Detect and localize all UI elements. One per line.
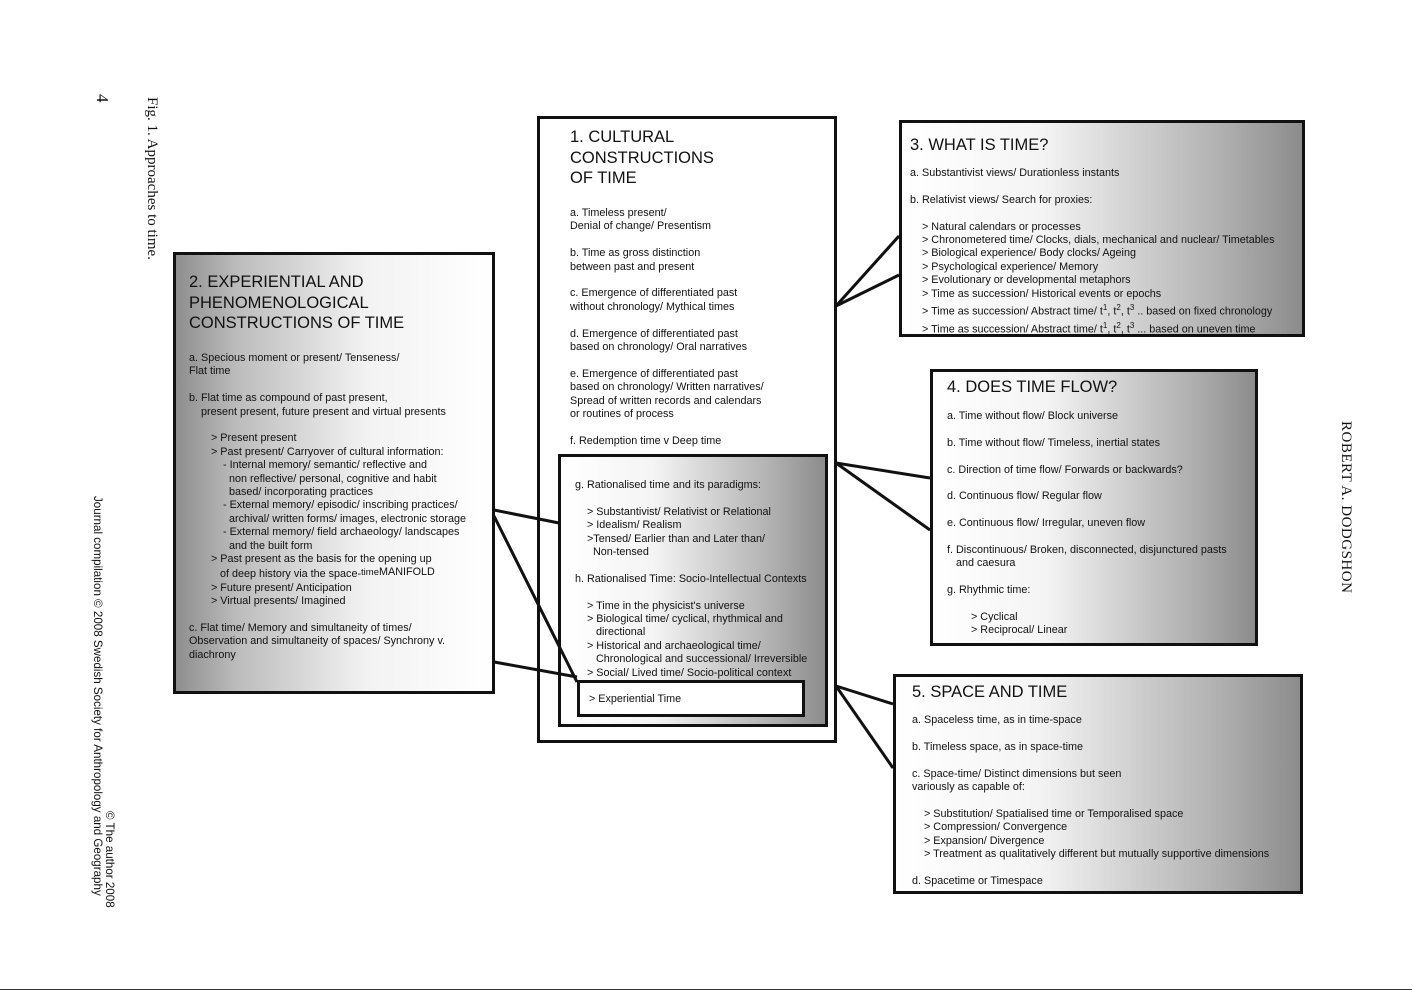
manifold-word: MANIFOLD bbox=[379, 566, 435, 579]
box1-title: 1. CULTURAL CONSTRUCTIONS OF TIME bbox=[570, 128, 714, 187]
experiential-time-label: > Experiential Time bbox=[589, 693, 682, 705]
box1-item-e: e. Emergence of differentiated past based on chronology/ Written narratives/ Spread of written records and calendars or routines of process bbox=[570, 367, 764, 421]
running-head: ROBERT A. DODGSHON bbox=[1338, 421, 1354, 594]
connector-box1-box5-bottom bbox=[836, 686, 893, 768]
item-g-list: > Substantivist/ Relativist or Relational > Idealism/ Realism >Tensed/ Earlier than and Later than/ Non-tensed bbox=[587, 505, 771, 559]
box2-item-c: c. Flat time/ Memory and simultaneity of times/ Observation and simultaneity of spaces/ Synchrony v. diachrony bbox=[189, 622, 446, 661]
box5-item-c: c. Space-time/ Distinct dimensions but seen variously as capable of: bbox=[912, 767, 1122, 793]
proxy-item: > Time as succession/ Historical events or epochs bbox=[922, 287, 1162, 300]
copyright-journal: Journal compilation © 2008 Swedish Society for Anthropology and Geography bbox=[91, 496, 104, 896]
box1-item-c: c. Emergence of differentiated past without chronology/ Mythical times bbox=[570, 287, 738, 313]
proxy-item: > Biological experience/ Body clocks/ Ageing bbox=[922, 247, 1136, 260]
manifold-time: time bbox=[361, 567, 379, 579]
page-number: 4 bbox=[93, 94, 112, 103]
sep: , t bbox=[1120, 305, 1130, 318]
box4-item: a. Time without flow/ Block universe bbox=[947, 410, 1119, 422]
connector-box1-box5-top bbox=[836, 686, 893, 704]
box3-item-b: b. Relativist views/ Search for proxies: bbox=[910, 193, 1093, 206]
sup: 3 bbox=[1129, 321, 1135, 331]
box4-item: f. Discontinuous/ Broken, disconnected, disjunctured pasts and caesura bbox=[947, 543, 1227, 570]
box4-item: d. Continuous flow/ Regular flow bbox=[947, 490, 1102, 503]
box1-item-f: f. Redemption time v Deep time bbox=[570, 434, 722, 447]
sup: 2 bbox=[1116, 303, 1121, 313]
box5-title: 5. SPACE AND TIME bbox=[912, 683, 1068, 701]
connector-box2-experiential-lower bbox=[494, 662, 577, 677]
box2-item-b: b. Flat time as compound of past present, present present, future present and virtual presents bbox=[189, 392, 446, 418]
box4-title: 4. DOES TIME FLOW? bbox=[947, 378, 1118, 396]
box5-item-a: a. Spaceless time, as in time-space bbox=[912, 714, 1082, 726]
sep: , t bbox=[1107, 323, 1117, 336]
bottom-rule bbox=[0, 989, 1412, 990]
box3-title: 3. WHAT IS TIME? bbox=[910, 136, 1049, 154]
box1-item-a: a. Timeless present/ Denial of change/ Presentism bbox=[570, 207, 712, 233]
connector-box1-box4-top bbox=[836, 463, 930, 478]
connector-box1-box3-upper bbox=[836, 275, 899, 306]
box4-item: b. Time without flow/ Timeless, inertial states bbox=[947, 436, 1161, 449]
fixed-prefix: > Time as succession/ Abstract time/ t bbox=[922, 305, 1103, 318]
box1-item-b: b. Time as gross distinction between past and present bbox=[570, 247, 701, 273]
box4-item: e. Continuous flow/ Irregular, uneven flow bbox=[947, 517, 1146, 530]
connector-box2-rationalised bbox=[494, 510, 559, 523]
box2-item-b-list-end: > Future present/ Anticipation > Virtual presents/ Imagined bbox=[211, 581, 352, 608]
sep: , t bbox=[1120, 323, 1130, 336]
proxy-item: > Chronometered time/ Clocks, dials, mechanical and nuclear/ Timetables bbox=[922, 234, 1275, 246]
box2-title: 2. EXPERIENTIAL AND PHENOMENOLOGICAL CONSTRUCTIONS OF TIME bbox=[189, 273, 405, 332]
figure-caption: Fig. 1. Approaches to time. bbox=[144, 97, 160, 260]
item-g: g. Rationalised time and its paradigms: bbox=[575, 479, 762, 491]
proxy-item: > Evolutionary or developmental metaphors bbox=[922, 274, 1131, 287]
box4-item: g. Rhythmic time: bbox=[947, 584, 1031, 597]
box4-item: c. Direction of time flow/ Forwards or backwards? bbox=[947, 463, 1183, 476]
item-h: h. Rationalised Time: Socio-Intellectual Contexts bbox=[575, 572, 807, 585]
sup: 1 bbox=[1102, 303, 1108, 313]
box2-item-b-list: > Present present > Past present/ Carryover of cultural information: - Internal memory/ semantic/ reflective and non reflective/ personal, cognitive and habit based/ incorporating practices - External memory/ episodic/ inscribing practices/ archival/ written forms/ images, electronic storage - External memory/ field archaeology/ landscapes and the built form > Past present as the basis for the opening up bbox=[211, 432, 467, 566]
connector-box1-box4-bottom bbox=[836, 463, 930, 530]
sep: , t bbox=[1107, 305, 1117, 318]
uneven-prefix: > Time as succession/ Abstract time/ t bbox=[922, 323, 1103, 336]
box1-item-d: d. Emergence of differentiated past based on chronology/ Oral narratives bbox=[570, 327, 748, 354]
box5-item-b: b. Timeless space, as in space-time bbox=[912, 740, 1084, 753]
item-h-list: > Time in the physicist's universe > Biological time/ cyclical, rhythmical and directional > Historical and archaeological time/ Chronological and successional/ Irreversible > Social/ Lived time/ Socio-political context bbox=[587, 599, 808, 679]
fixed-suffix: .. based on fixed chronology bbox=[1134, 305, 1273, 318]
sup: 1 bbox=[1102, 321, 1108, 331]
proxy-item: > Natural calendars or processes bbox=[922, 220, 1081, 233]
box5-item-c-list: > Substitution/ Spatialised time or Temporalised space > Compression/ Convergence > Expansion/ Divergence > Treatment as qualitatively different but mutually supportive dimensions bbox=[924, 807, 1270, 861]
manifold-prefix: of deep history via the space- bbox=[211, 568, 362, 581]
connector-box1-box3 bbox=[836, 236, 899, 306]
box5-item-d: d. Spacetime or Timespace bbox=[912, 874, 1043, 887]
box3-item-a: a. Substantivist views/ Durationless instants bbox=[910, 167, 1120, 179]
proxy-item: > Psychological experience/ Memory bbox=[922, 260, 1099, 273]
box4-rhythmic-list: > Cyclical > Reciprocal/ Linear bbox=[971, 610, 1068, 637]
sup: 2 bbox=[1116, 321, 1121, 331]
box2-item-a: a. Specious moment or present/ Tenseness/ Flat time bbox=[189, 352, 400, 378]
sup: 3 bbox=[1129, 303, 1135, 313]
connector-box2-experiential bbox=[494, 516, 577, 682]
copyright-author: © The author 2008 bbox=[103, 811, 116, 908]
uneven-suffix: ... based on uneven time bbox=[1134, 323, 1256, 336]
